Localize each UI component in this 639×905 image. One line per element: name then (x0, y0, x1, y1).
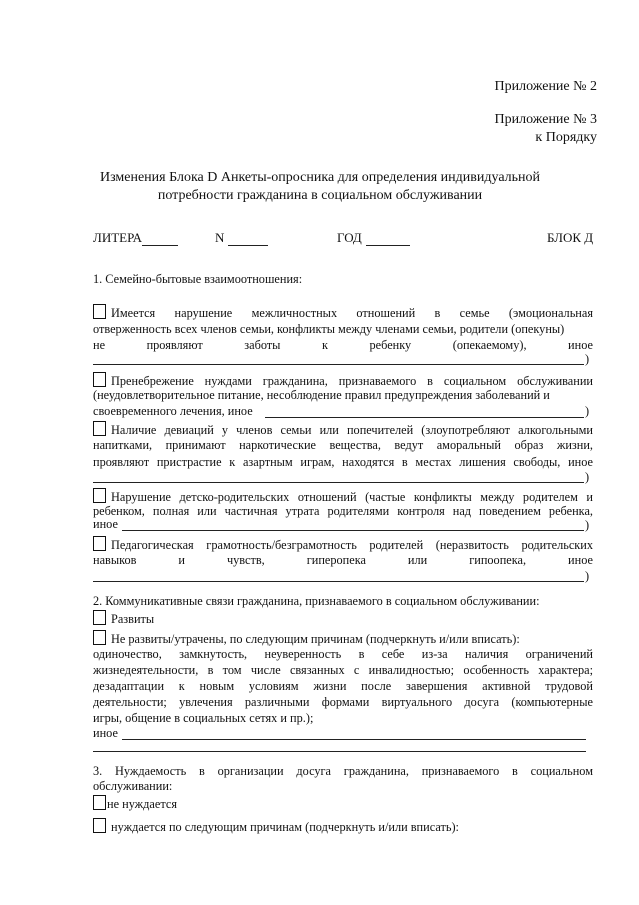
litera-field[interactable] (93, 230, 178, 246)
family-item2-input-line[interactable] (265, 417, 584, 418)
leisure-option-not-needed[interactable] (93, 795, 177, 812)
reason-line3: дезадаптации к новым условиям жизни после завершения активной трудовой (93, 679, 593, 693)
family-item4-line3: иное (93, 517, 118, 531)
appendix-3-label: Приложение № 3 (494, 112, 597, 127)
reason-other-line1[interactable] (122, 739, 586, 740)
word-proyavlyayut: проявляют (146, 338, 203, 352)
number-blank[interactable] (228, 233, 268, 246)
appendix-2-label: Приложение № 2 (494, 79, 597, 94)
word-zaboty: заботы (244, 338, 281, 352)
family-item4-line2: ребенком, полная или частичная утрата родителями контроля над поведением ребенка, (93, 504, 593, 518)
word-i: и (178, 553, 185, 567)
closing-paren: ) (585, 518, 590, 532)
family-item1-line3 (93, 338, 593, 353)
word-gipoopeka: гипоопека, (469, 553, 527, 567)
document-title-line1: Изменения Блока D Анкеты-опросника для определения индивидуальной (99, 170, 541, 185)
year-field[interactable] (337, 230, 410, 246)
document-title-line2: потребности гражданина в социальном обслуживании (157, 188, 483, 203)
section2-heading: 2. Коммуникативные связи гражданина, признаваемого в социальном обслуживании: (93, 594, 540, 608)
family-item1-input-line[interactable] (93, 364, 584, 365)
family-item4-text1: Нарушение детско-родительских отношений (частые конфликты между родителем и (111, 490, 593, 504)
reason-line4: деятельности; увлечения различными формами виртуального досуга (компьютерные (93, 695, 593, 709)
word-inoe: иное (568, 338, 593, 352)
leisure-option-needed[interactable] (93, 818, 459, 835)
reason-other-line2[interactable] (93, 751, 586, 752)
closing-paren: ) (585, 352, 590, 366)
communication-option-developed[interactable] (93, 610, 154, 627)
closing-paren: ) (585, 569, 590, 583)
family-item1-checkbox[interactable] (93, 304, 106, 319)
reason-line2: жизнедеятельности, в том числе связанных с инвалидностью; особенность характера; (93, 663, 593, 677)
family-item3-input-line[interactable] (93, 482, 584, 483)
not-developed-label: Не развиты/утрачены, по следующим причинам (подчеркнуть и/или вписать): (111, 632, 520, 646)
number-label: N (215, 230, 225, 245)
family-item2-line3: своевременного лечения, иное (93, 404, 253, 418)
section3-heading-line1: 3. Нуждаемость в организации досуга гражданина, признаваемого в социальном (93, 764, 593, 778)
family-item5-line1 (93, 536, 593, 553)
family-item2-text1: Пренебрежение нуждами гражданина, признаваемого в социальном обслуживании (111, 374, 593, 388)
closing-paren: ) (585, 404, 590, 418)
family-item5-input-line[interactable] (93, 581, 584, 582)
family-item5-checkbox[interactable] (93, 536, 106, 551)
litera-blank[interactable] (142, 233, 178, 246)
closing-paren: ) (585, 470, 590, 484)
word-ne: не (93, 338, 106, 352)
developed-label: Развиты (111, 612, 155, 626)
family-item1-line2: отверженность всех членов семьи, конфликты между членами семьи, родители (опекуны) (93, 322, 565, 336)
section1-heading: 1. Семейно-бытовые взаимоотношения: (93, 272, 303, 286)
family-item3-checkbox[interactable] (93, 421, 106, 436)
litera-label: ЛИТЕРА (93, 230, 143, 245)
family-item1-text1: Имеется нарушение межличностных отношений в семье (эмоциональная (111, 306, 593, 320)
developed-checkbox[interactable] (93, 610, 106, 625)
word-rebenku: ребенку (369, 338, 412, 352)
communication-option-not-developed[interactable] (93, 630, 520, 647)
family-item4-checkbox[interactable] (93, 488, 106, 503)
reason-line5: игры, общение в социальных сетях и пр.); (93, 711, 314, 725)
not-developed-checkbox[interactable] (93, 630, 106, 645)
family-item3-text1: Наличие девиаций у членов семьи или попечителей (злоупотребляют алкогольными (111, 423, 593, 437)
not-needed-checkbox[interactable] (93, 795, 106, 810)
family-item5-line2 (93, 553, 593, 568)
block-label: БЛОК Д (547, 230, 594, 245)
word-ili: или (407, 553, 428, 567)
family-item4-line1 (93, 488, 593, 505)
family-item3-line3: проявляют пристрастие к азартным играм, находятся в местах лишения свободы, иное (93, 455, 593, 469)
not-needed-label: не нуждается (107, 797, 177, 811)
year-blank[interactable] (366, 233, 410, 246)
family-item2-line2: (неудовлетворительное питание, несоблюдение правил предупреждения заболеваний и (93, 388, 550, 402)
word-k: к (321, 338, 328, 352)
family-item3-line1 (93, 421, 593, 438)
family-item3-line2: напитками, принимают наркотические вещества, ведут аморальный образ жизни, (93, 438, 593, 452)
family-item5-text1: Педагогическая грамотность/безграмотность родителей (неразвитость родительских (111, 538, 593, 552)
number-field[interactable] (215, 230, 268, 246)
to-order-label: к Порядку (535, 130, 597, 145)
reason-line1: одиночество, замкнутость, неуверенность в себе из-за наличия ограничений (93, 647, 593, 661)
section3-heading-line2: обслуживании: (93, 779, 173, 793)
word-giperopeka: гиперопека (306, 553, 366, 567)
word-opekaemomu: (опекаемому), (452, 338, 527, 352)
year-label: ГОД (337, 230, 362, 245)
needed-label: нуждается по следующим причинам (подчеркнуть и/или вписать): (111, 820, 459, 834)
family-item2-line1 (93, 372, 593, 389)
word-inoe: иное (568, 553, 593, 567)
family-item1-line1 (93, 304, 593, 321)
word-navykov: навыков (93, 553, 137, 567)
family-item2-checkbox[interactable] (93, 372, 106, 387)
reason-other-label: иное (93, 726, 118, 740)
needed-checkbox[interactable] (93, 818, 106, 833)
word-chuvstv: чувств, (226, 553, 265, 567)
family-item4-input-line[interactable] (122, 530, 584, 531)
